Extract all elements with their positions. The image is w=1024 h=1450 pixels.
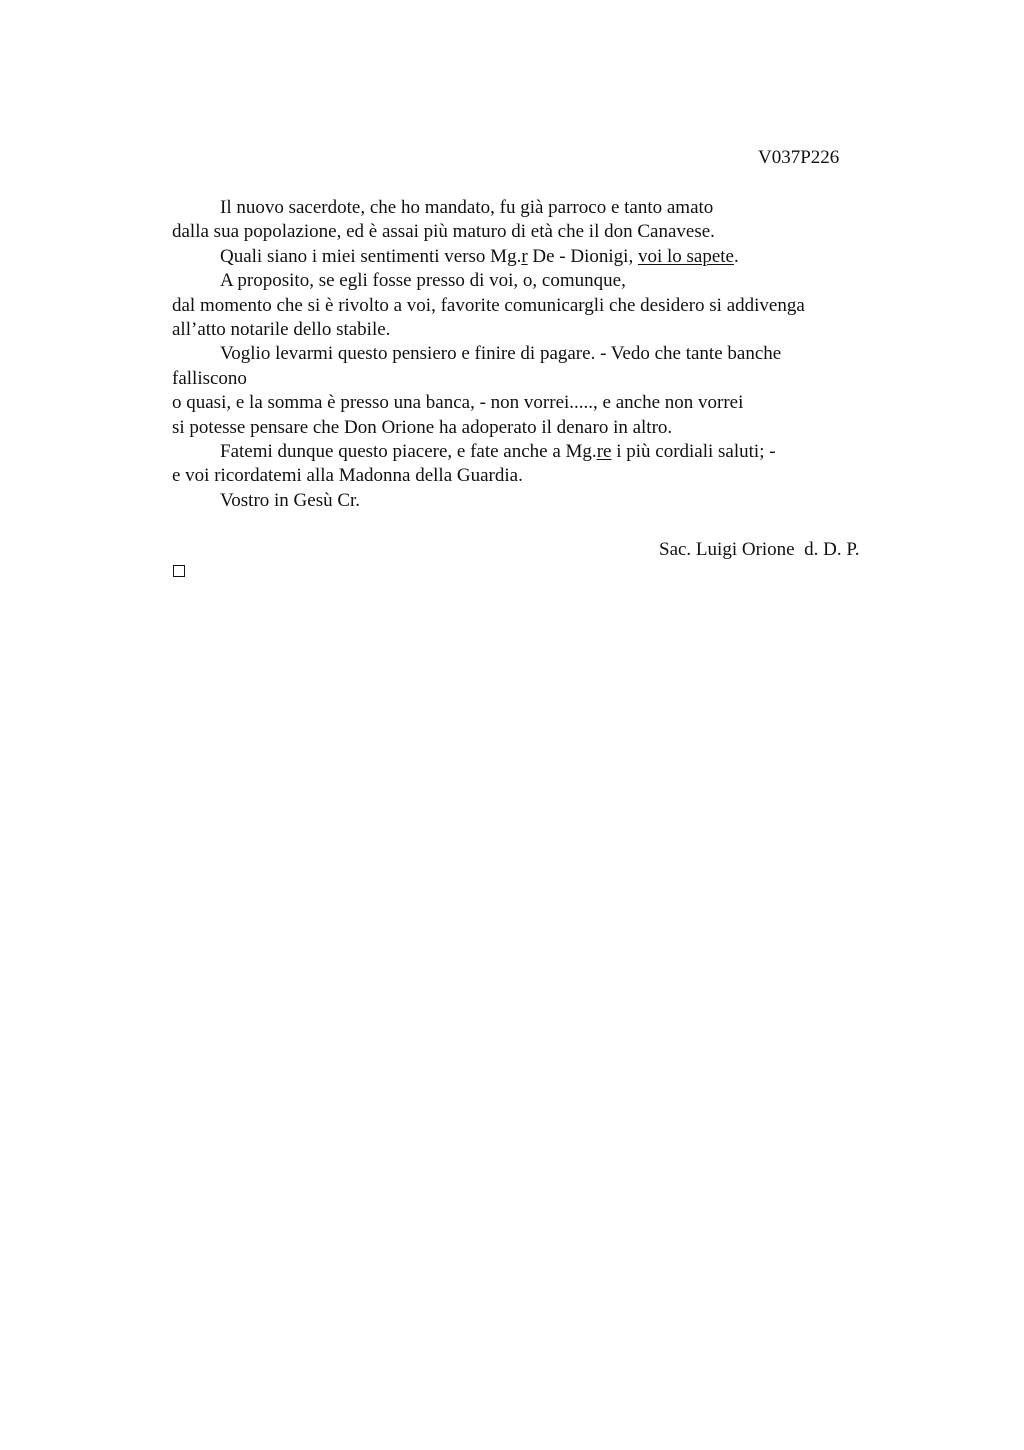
page-code: V037P226 <box>758 147 840 168</box>
underlined-superscript: re <box>596 441 612 463</box>
text-segment: De - Dionigi, <box>527 245 638 267</box>
text-line: e voi ricordatemi alla Madonna della Guardia. <box>172 465 523 487</box>
text-line: si potesse pensare che Don Orione ha adoperato il denaro in altro. <box>172 416 673 438</box>
text-line: all’atto notarile dello stabile. <box>172 319 391 341</box>
text-line <box>172 245 892 269</box>
text-line: o quasi, e la somma è presso una banca, - non vorrei....., e anche non vorrei <box>172 392 744 414</box>
closing-line: Vostro in Gesù Cr. <box>220 489 361 511</box>
text-segment: Fatemi dunque questo piacere, e fate anche a Mg. <box>220 441 597 463</box>
text-segment: i più cordiali saluti; - <box>611 441 776 463</box>
text-line: falliscono <box>172 367 247 389</box>
text-line: dalla sua popolazione, ed è assai più maturo di età che il don Canavese. <box>172 221 715 243</box>
text-line: Il nuovo sacerdote, che ho mandato, fu già parroco e tanto amato <box>220 197 714 218</box>
letter-body <box>172 196 892 513</box>
signature: Sac. Luigi Orione d. D. P. <box>659 539 860 560</box>
text-segment: . <box>733 245 739 267</box>
text-line: A proposito, se egli fosse presso di voi, o, comunque, <box>220 270 626 292</box>
underlined-superscript: r <box>521 245 528 267</box>
underlined-phrase: voi lo sapete <box>637 245 734 267</box>
text-line <box>172 440 892 464</box>
text-line: dal momento che si è rivolto a voi, favorite comunicargli che desidero si addivenga <box>172 294 805 316</box>
text-line: Voglio levarmi questo pensiero e finire di pagare. - Vedo che tante banche <box>220 343 782 365</box>
end-marker-icon <box>173 565 185 577</box>
text-segment: Quali siano i miei sentimenti verso Mg. <box>220 245 522 267</box>
